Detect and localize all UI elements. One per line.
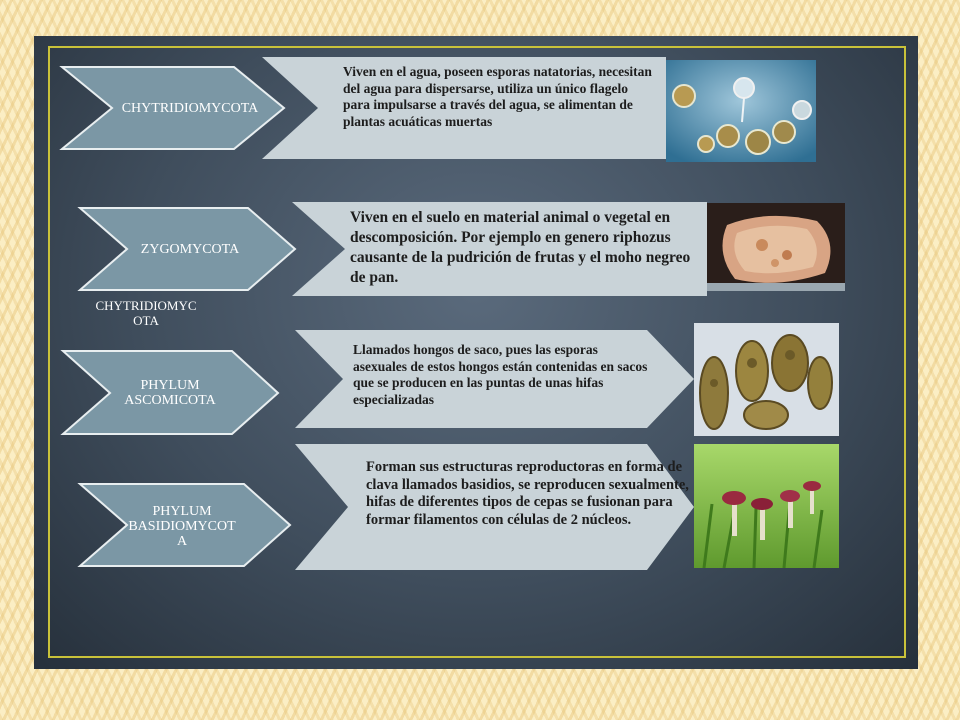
asci-microscope-photo [694,323,839,436]
chevron-label-line: ASCOMICOTA [124,393,216,408]
chevron-label-line: BASIDIOMYCOT [128,518,236,534]
description-2: Viven en el suelo en material animal o vegetal en descomposición. Por ejemplo en genero riphozus causante de la pudrición de frutas y el moho negreo de pan. [350,209,691,286]
bread-mold-photo [707,203,845,291]
description-4: Forman sus estructuras reproductoras en forma de clava llamados basidios, se reproducen sexualmente, hifas de diferentes tipos de cepas se fusionan para formar filamentos con células de 2 núcleos. [366,459,689,528]
mushrooms-photo [694,444,839,568]
chytrid-spores-photo [666,60,816,162]
stray-label-line: CHYTRIDIOMYC [95,298,197,313]
chevron-label-line: ZYGOMYCOTA [140,241,240,257]
stray-label [84,298,208,328]
chevron-label-line: CHYTRIDIOMYCOTA [121,100,259,116]
chevron-label-line: PHYLUM [140,378,200,393]
chevron-label-1 [105,92,275,124]
chevron-label-4 [112,500,252,552]
chevron-label-2 [120,233,260,265]
stray-label-line: OTA [133,313,159,328]
chevron-label-3 [100,372,240,414]
chevron-label-line: PHYLUM [152,503,212,519]
chevron-label-line: A [176,533,188,549]
description-3: Llamados hongos de saco, pues las esporas asexuales de estos hongos están contenidas en sacos que se producen en las puntas de unas hifas especializadas [353,342,648,407]
description-1: Viven en el agua, poseen esporas natatorias, necesitan del agua para dispersarse, utiliza un único flagelo para impulsarse a través del agua, se alimentan de plantas acuáticas muertas [343,64,652,129]
